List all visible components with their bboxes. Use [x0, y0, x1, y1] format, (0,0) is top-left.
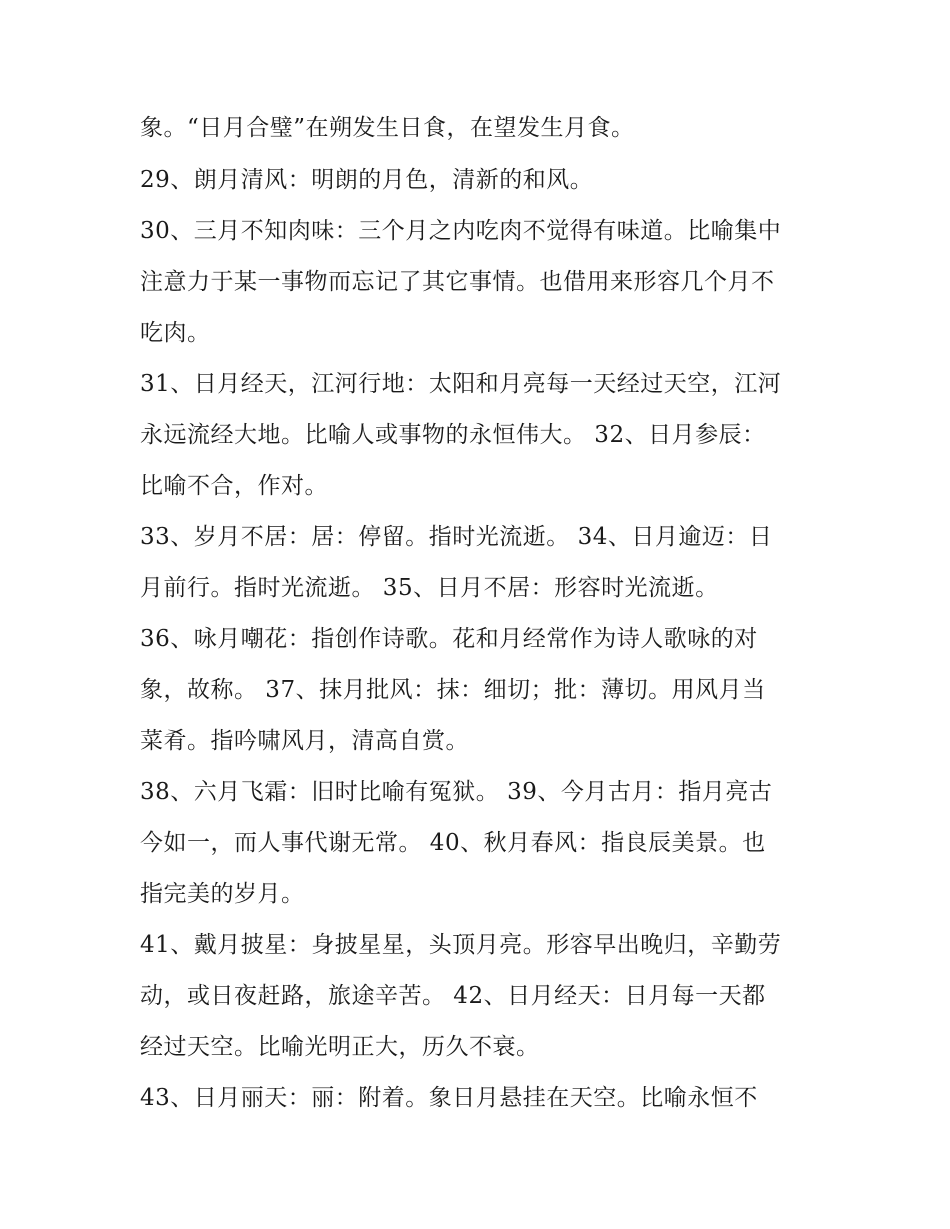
text-line: 指完美的岁月。 — [140, 881, 305, 907]
text-line: 30、三月不知肉味：三个月之内吃肉不觉得有味道。比喻集中 — [140, 218, 782, 244]
text-line: 吃肉。 — [140, 320, 211, 346]
text-line: 43、日月丽天：丽：附着。象日月悬挂在天空。比喻永恒不 — [140, 1085, 758, 1111]
text-line: 永远流经大地。比喻人或事物的永恒伟大。 32、日月参辰： — [140, 422, 766, 448]
text-line: 36、咏月嘲花：指创作诗歌。花和月经常作为诗人歌咏的对 — [140, 626, 758, 652]
text-line: 31、日月经天，江河行地：太阳和月亮每一天经过天空，江河 — [140, 371, 782, 397]
text-line: 象，故称。 37、抹月批风：抹：细切；批：薄切。用风月当 — [140, 677, 766, 703]
text-line: 29、朗月清风：明朗的月色，清新的和风。 — [140, 167, 594, 193]
text-line: 今如一，而人事代谢无常。 40、秋月春风：指良辰美景。也 — [140, 830, 766, 856]
text-line: 41、戴月披星：身披星星，头顶月亮。形容早出晚归，辛勤劳 — [140, 932, 782, 958]
text-line: 注意力于某一事物而忘记了其它事情。也借用来形容几个月不 — [140, 269, 775, 295]
text-line: 动，或日夜赶路，旅途辛苦。 42、日月经天：日月每一天都 — [140, 983, 766, 1009]
text-line: 菜肴。指吟啸风月，清高自赏。 — [140, 728, 469, 754]
text-line: 月前行。指时光流逝。 35、日月不居：形容时光流逝。 — [140, 575, 719, 601]
text-line: 经过天空。比喻光明正大，历久不衰。 — [140, 1034, 540, 1060]
text-line: 比喻不合，作对。 — [140, 473, 328, 499]
text-line: 象。“日月合璧”在朔发生日食，在望发生月食。 — [140, 115, 635, 141]
text-line: 33、岁月不居：居：停留。指时光流逝。 34、日月逾迈：日 — [140, 524, 773, 550]
text-line: 38、六月飞霜：旧时比喻有冤狱。 39、今月古月：指月亮古 — [140, 779, 773, 805]
